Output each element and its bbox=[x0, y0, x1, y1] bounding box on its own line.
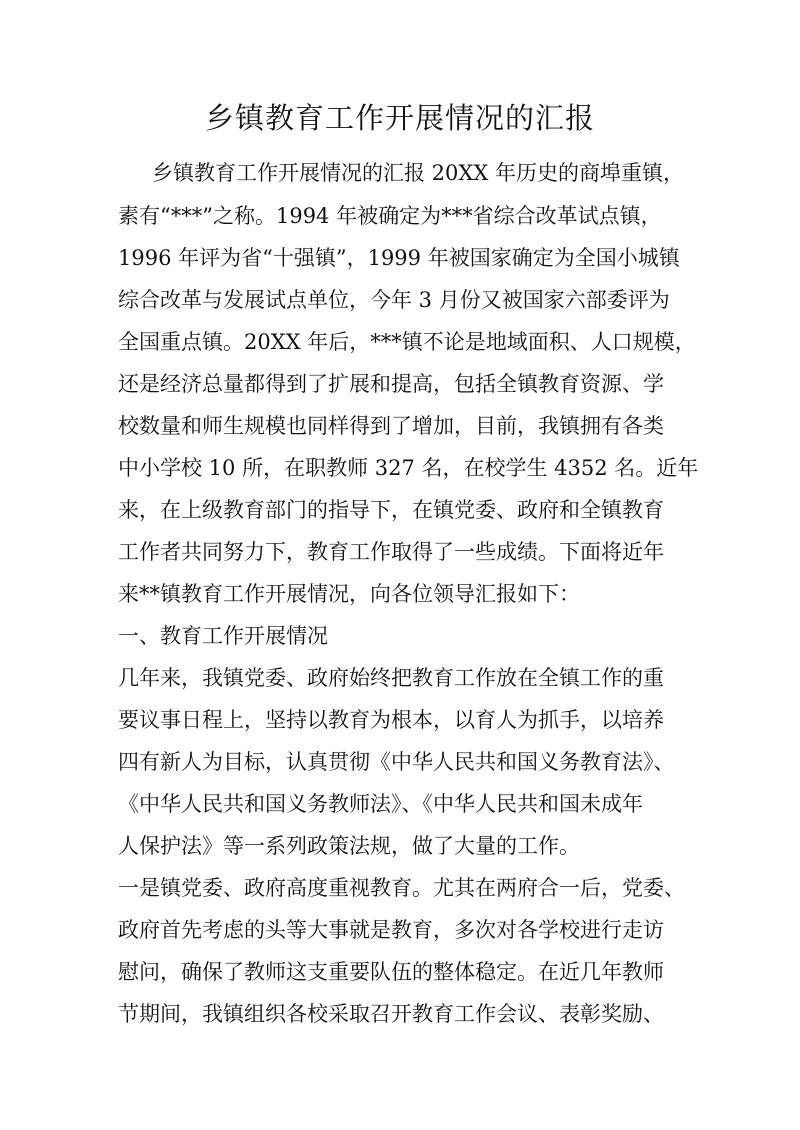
paragraph-line: 几年来，我镇党委、政府始终把教育工作放在全镇工作的重 bbox=[118, 666, 664, 690]
paragraph-line: 《中华人民共和国义务教师法》、《中华人民共和国未成年 bbox=[118, 792, 643, 816]
paragraph-line: 要议事日程上，坚持以教育为根本，以育人为抓手，以培养 bbox=[118, 708, 664, 732]
paragraph-line: 节期间，我镇组织各校采取召开教育工作会议、表彰奖励、 bbox=[118, 1002, 664, 1026]
paragraph-line: 校数量和师生规模也同样得到了增加，目前，我镇拥有各类 bbox=[118, 414, 664, 438]
paragraph-line: 来，在上级教育部门的指导下，在镇党委、政府和全镇教育 bbox=[118, 498, 664, 522]
paragraph-line: 来**镇教育工作开展情况，向各位领导汇报如下： bbox=[118, 582, 580, 606]
paragraph-line: 工作者共同努力下，教育工作取得了一些成绩。下面将近年 bbox=[118, 540, 664, 564]
paragraph-line: 政府首先考虑的头等大事就是教育，多次对各学校进行走访 bbox=[118, 918, 664, 942]
paragraph-line: 综合改革与发展试点单位，今年 3 月份又被国家六部委评为 bbox=[118, 288, 670, 312]
section-heading: 一、教育工作开展情况 bbox=[118, 624, 328, 648]
paragraph-line: 人保护法》等一系列政策法规，做了大量的工作。 bbox=[118, 834, 580, 858]
paragraph-line: 1996 年评为省“十强镇”，1999 年被国家确定为全国小城镇 bbox=[118, 246, 680, 270]
paragraph-line: 四有新人为目标，认真贯彻《中华人民共和国义务教育法》、 bbox=[118, 750, 675, 774]
paragraph-line: 素有“***”之称。1994 年被确定为***省综合改革试点镇， bbox=[118, 204, 662, 228]
document-title: 乡镇教育工作开展情况的汇报 bbox=[204, 101, 595, 135]
paragraph-line: 一是镇党委、政府高度重视教育。尤其在两府合一后，党委、 bbox=[118, 876, 685, 900]
paragraph-line: 中小学校 10 所，在职教师 327 名，在校学生 4352 名。近年 bbox=[118, 456, 699, 480]
paragraph-line: 乡镇教育工作开展情况的汇报 20XX 年历史的商埠重镇， bbox=[152, 161, 684, 185]
paragraph-line: 慰问，确保了教师这支重要队伍的整体稳定。在近几年教师 bbox=[118, 960, 664, 984]
paragraph-line: 全国重点镇。20XX 年后，***镇不论是地域面积、人口规模， bbox=[118, 330, 696, 354]
paragraph-line: 还是经济总量都得到了扩展和提高，包括全镇教育资源、学 bbox=[118, 372, 664, 396]
